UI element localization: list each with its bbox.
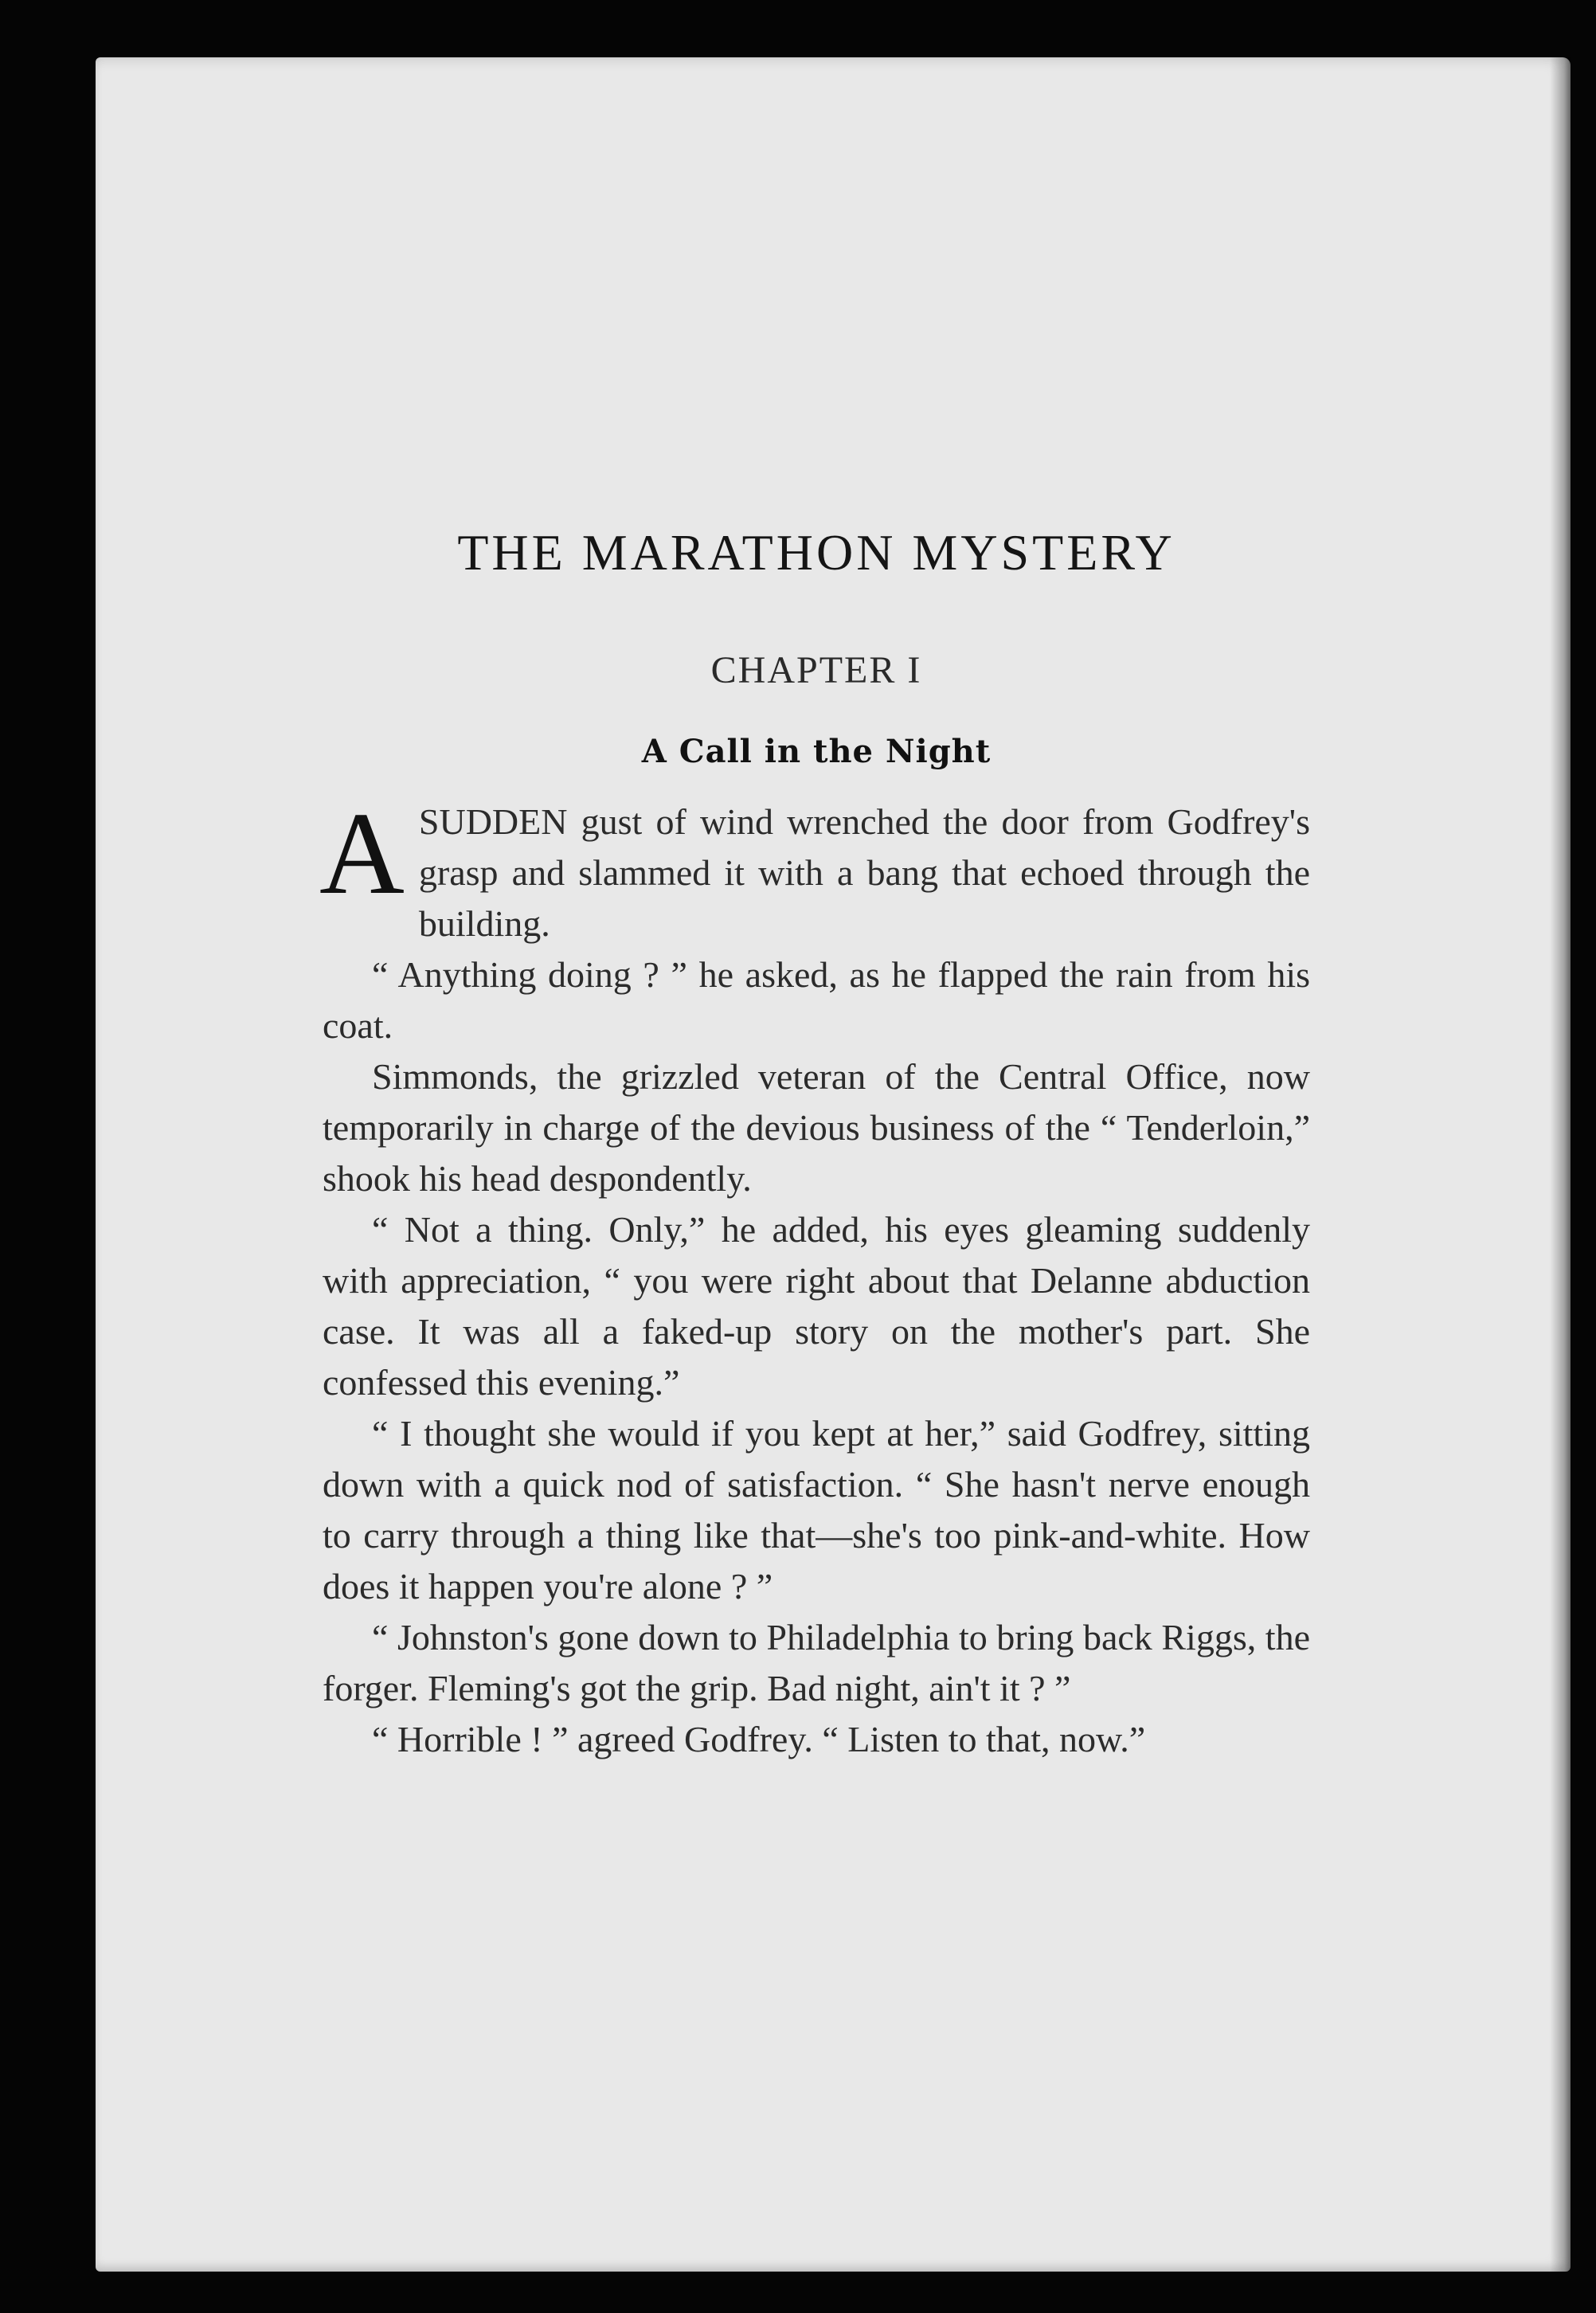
page-edge-shadow: [1550, 57, 1571, 2272]
page-content: [319, 524, 1310, 1765]
chapter-number: CHAPTER I: [710, 649, 922, 691]
chapter-body: [319, 789, 1310, 1765]
paragraph: “ Horrible ! ” agreed Godfrey. “ Listen to that, now.”: [372, 1719, 1146, 1759]
paragraph: “ Johnston's gone down to Philadelphia to bring back Riggs, the forger. Fleming's got the grip. Bad night, ain't it ? ”: [323, 1617, 1310, 1708]
paragraph-text: SUDDEN gust of wind wrenched the door from Godfrey's grasp and slammed it with a bang that echoed through the building.: [418, 801, 1310, 944]
paragraph: “ Anything doing ? ” he asked, as he flapped the rain from his coat.: [323, 954, 1310, 1046]
paragraph: Simmonds, the grizzled veteran of the Central Office, now temporarily in charge of the devious business of the “ Tenderloin,” shook his head despondently.: [323, 1056, 1310, 1199]
drop-cap: A: [319, 789, 405, 919]
paragraph: [319, 789, 1310, 949]
paragraph: “ Not a thing. Only,” he added, his eyes gleaming suddenly with appreciation, “ you were right about that Delanne abduction case. It was all a faked-up story on the mother's part. She confessed this evening.”: [323, 1209, 1310, 1403]
paragraph: “ I thought she would if you kept at her,” said Godfrey, sitting down with a quick nod of satisfaction. “ She hasn't nerve enough to carry through a thing like that—she's too pink-and-white. How does it happen you're alone ? ”: [323, 1413, 1310, 1607]
book-page: [96, 57, 1571, 2272]
book-title: THE MARATHON MYSTERY: [457, 524, 1175, 581]
chapter-title: A Call in the Night: [641, 733, 992, 770]
